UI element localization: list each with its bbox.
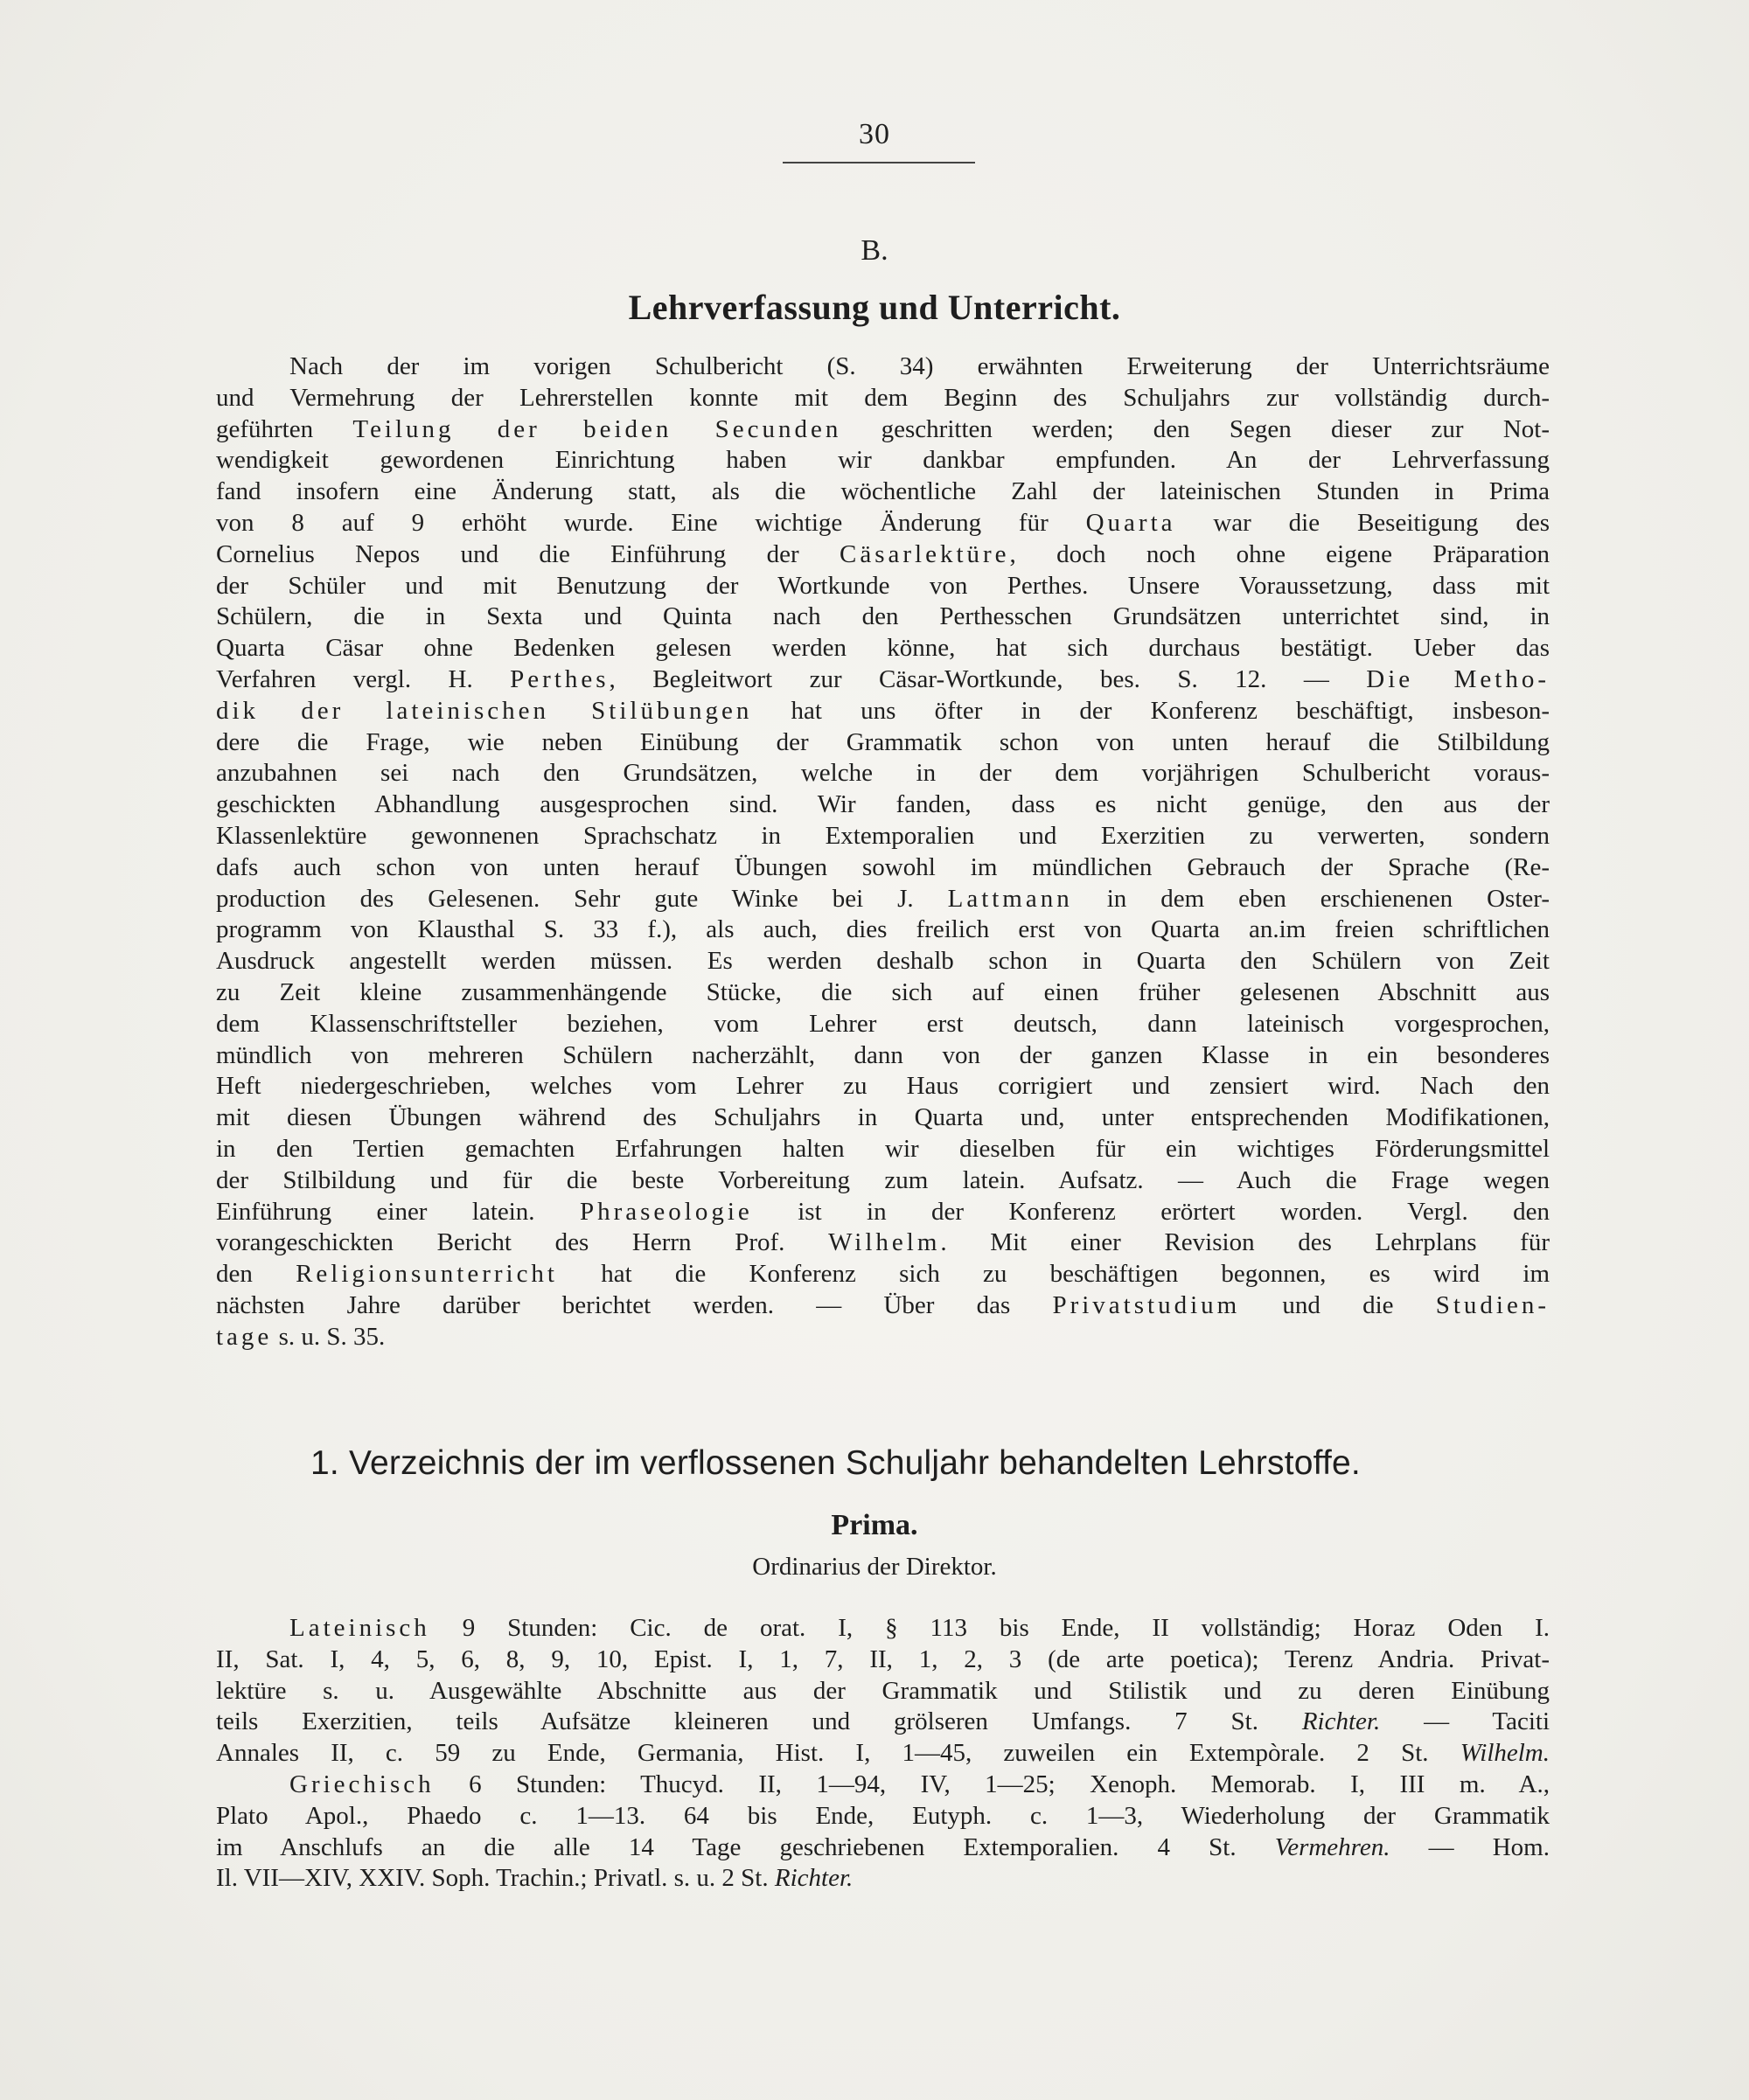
text-line — [216, 664, 1550, 696]
spaced-emphasis: Griechisch — [289, 1770, 435, 1798]
text-line: programm von Klausthal S. 33 f.), als auch, dies freilich erst von Quarta an.im freien schriftlichen — [216, 915, 1550, 944]
text-line: fand insofern eine Änderung statt, als die wöchentliche Zahl der lateinischen Stunden in Prima — [216, 477, 1550, 506]
text-line: Plato Apol., Phaedo c. 1—13. 64 bis Ende, Eutyph. c. 1—3, Wiederholung der Grammatik — [216, 1801, 1550, 1830]
text-line: und Vermehrung der Lehrerstellen konnte mit dem Beginn des Schuljahrs zur vollständig durch- — [216, 383, 1550, 412]
spaced-emphasis: tage — [216, 1322, 273, 1351]
page-number-rule — [783, 162, 975, 163]
text-line — [216, 1322, 1550, 1353]
text-run: Il. VII—XIV, XXIV. Soph. Trachin.; Privatl. s. u. 2 St. — [216, 1864, 775, 1893]
text-line: Ausdruck angestellt werden müssen. Es werden deshalb schon in Quarta den Schülern von Zeit — [216, 947, 1550, 976]
text-run: Cornelius Nepos und die Einführung der — [216, 539, 840, 568]
teacher-name: Richter. — [774, 1864, 854, 1893]
subsection-title: 1. Verzeichnis der im verflossenen Schuljahr behandelten Lehrstoffe. — [310, 1444, 1361, 1482]
spaced-emphasis: Religionsunterricht — [296, 1260, 558, 1289]
teacher-name: Vermehren. — [1274, 1832, 1390, 1861]
spaced-emphasis: Teilung der beiden Secunden — [352, 414, 842, 443]
text-line — [216, 1613, 1550, 1645]
text-line: anzubahnen sei nach den Grundsätzen, welche in der dem vorjährigen Schulbericht voraus- — [216, 759, 1550, 788]
text-line — [216, 1197, 1550, 1228]
text-line — [216, 1770, 1550, 1801]
text-run: teils Exerzitien, teils Aufsätze kleineren und grölseren Umfangs. 7 St. — [216, 1707, 1302, 1736]
text-line: mündlich von mehreren Schülern nacherzählt, dann von der ganzen Klasse in ein besonderes — [216, 1040, 1550, 1069]
spaced-emphasis: dik der lateinischen Stilübungen — [216, 696, 753, 725]
text-line: Schülern, die in Sexta und Quinta nach den Perthesschen Grundsätzen unterrichtet sind, in — [216, 602, 1550, 631]
text-line: der Schüler und mit Benutzung der Wortkunde von Perthes. Unsere Voraussetzung, dass mit — [216, 571, 1550, 600]
text-run: , Begleitwort zur Cäsar-Wortkunde, bes. S. 12. — — [609, 664, 1367, 693]
text-run: — Hom. — [1390, 1832, 1550, 1861]
text-line — [216, 1227, 1550, 1259]
spaced-emphasis: Cäsarlektüre — [840, 539, 1010, 568]
text-line: Klassenlektüre gewonnenen Sprachschatz in Extemporalien und Exerzitien zu verwerten, sondern — [216, 821, 1550, 850]
text-run: production des Gelesenen. Sehr gute Winke bei J. — [216, 884, 948, 913]
page-number: 30 — [859, 118, 890, 150]
text-line: dere die Frage, wie neben Einübung der Grammatik schon von unten herauf die Stilbildung — [216, 727, 1550, 756]
spaced-emphasis: Die Metho- — [1366, 664, 1550, 693]
teacher-name: Richter. — [1301, 1707, 1381, 1736]
text-line: Quarta Cäsar ohne Bedenken gelesen werden könne, hat sich durchaus bestätigt. Ueber das — [216, 634, 1550, 663]
text-line: in den Tertien gemachten Erfahrungen halten wir dieselben für ein wichtiges Förderungsmittel — [216, 1134, 1550, 1163]
text-line: lektüre s. u. Ausgewählte Abschnitte aus der Grammatik und Stilistik und zu deren Einübung — [216, 1676, 1550, 1705]
text-run: war die Beseitigung des — [1175, 508, 1550, 537]
text-line — [216, 1738, 1550, 1770]
text-line: mit diesen Übungen während des Schuljahrs in Quarta und, unter entsprechenden Modifikationen, — [216, 1103, 1550, 1132]
spaced-emphasis: Lateinisch — [289, 1614, 430, 1642]
text-run: hat uns öfter in der Konferenz beschäftigt, insbeson- — [752, 696, 1550, 725]
text-run: nächsten Jahre darüber berichtet werden. — Über das — [216, 1290, 1053, 1319]
text-run: 9 Stunden: Cic. de orat. I, § 113 bis Ende, II vollständig; Horaz Oden I. — [429, 1614, 1550, 1642]
text-line — [216, 1259, 1550, 1290]
text-line — [216, 1290, 1550, 1322]
text-line — [216, 884, 1550, 915]
class-heading: Prima. — [831, 1509, 918, 1541]
text-line — [216, 1832, 1550, 1864]
text-run: Verfahren vergl. H. — [216, 664, 511, 693]
text-run: 6 Stunden: Thucyd. II, 1—94, IV, 1—25; Xenoph. Memorab. I, III m. A., — [434, 1770, 1550, 1798]
section-letter: B. — [861, 234, 888, 267]
text-run: ist in der Konferenz erörtert worden. Vergl. den — [752, 1197, 1550, 1226]
text-run: den — [216, 1260, 296, 1289]
spaced-emphasis: Studien- — [1435, 1290, 1550, 1319]
text-run: Einführung einer latein. — [216, 1197, 580, 1226]
text-line — [216, 508, 1550, 539]
text-line — [216, 1707, 1550, 1738]
text-run: von 8 auf 9 erhöht wurde. Eine wichtige Änderung für — [216, 508, 1086, 537]
spaced-emphasis: Wilhelm — [828, 1228, 941, 1257]
text-run: s. u. S. 35. — [272, 1322, 386, 1351]
teacher-name: Wilhelm. — [1460, 1739, 1550, 1768]
text-line: Heft niedergeschrieben, welches vom Lehrer zu Haus corrigiert und zensiert wird. Nach den — [216, 1072, 1550, 1101]
text-line: II, Sat. I, 4, 5, 6, 8, 9, 10, Epist. I, 1, 7, II, 1, 2, 3 (de arte poetica); Terenz Andria. Privat- — [216, 1645, 1550, 1673]
spaced-emphasis: Perthes — [510, 664, 610, 693]
subjects-paragraph — [216, 1613, 1550, 1895]
text-run: geschritten werden; den Segen dieser zur Not- — [841, 414, 1550, 443]
text-line: zu Zeit kleine zusammenhängende Stücke, die sich auf einen früher gelesenen Abschnitt aus — [216, 977, 1550, 1006]
text-run: Annales II, c. 59 zu Ende, Germania, Hist. I, 1—45, zuweilen ein Extempòrale. 2 St. — [216, 1739, 1460, 1768]
text-run: — Taciti — [1380, 1707, 1550, 1736]
intro-paragraph — [216, 351, 1550, 1353]
text-run: hat die Konferenz sich zu beschäftigen begonnen, es wird im — [558, 1260, 1550, 1289]
text-run: in dem eben erschienenen Oster- — [1072, 884, 1550, 913]
spaced-emphasis: Lattmann — [947, 884, 1073, 913]
section-title: Lehrverfassung und Unterricht. — [628, 288, 1121, 327]
text-line — [216, 539, 1550, 571]
text-run: , doch noch ohne eigene Präparation — [1009, 539, 1550, 568]
spaced-emphasis: Privatstudium — [1052, 1290, 1241, 1319]
text-line: wendigkeit gewordenen Einrichtung haben wir dankbar empfunden. An der Lehrverfassung — [216, 446, 1550, 475]
text-line — [216, 696, 1550, 727]
text-line — [216, 1863, 1550, 1895]
text-line: geschickten Abhandlung ausgesprochen sind. Wir fanden, dass es nicht genüge, den aus der — [216, 790, 1550, 819]
text-run: geführten — [216, 414, 353, 443]
spaced-emphasis: Phraseologie — [579, 1197, 753, 1226]
text-line: dafs auch schon von unten herauf Übungen sowohl im mündlichen Gebrauch der Sprache (Re- — [216, 852, 1550, 881]
spaced-emphasis: Quarta — [1085, 508, 1176, 537]
text-run: und die — [1240, 1290, 1436, 1319]
text-line: dem Klassenschriftsteller beziehen, vom Lehrer erst deutsch, dann lateinisch vorgesprochen, — [216, 1009, 1550, 1038]
text-run: . Mit einer Revision des Lehrplans für — [940, 1228, 1550, 1257]
text-run: vorangeschickten Bericht des Herrn Prof. — [216, 1228, 829, 1257]
text-line: der Stilbildung und für die beste Vorbereitung zum latein. Aufsatz. — Auch die Frage wegen — [216, 1165, 1550, 1194]
text-run: im Anschlufs an die alle 14 Tage geschriebenen Extemporalien. 4 St. — [216, 1832, 1275, 1861]
class-teacher: Ordinarius der Direktor. — [752, 1553, 997, 1581]
text-line: Nach der im vorigen Schulbericht (S. 34) erwähnten Erweiterung der Unterrichtsräume — [289, 352, 1550, 380]
text-line — [216, 414, 1550, 446]
